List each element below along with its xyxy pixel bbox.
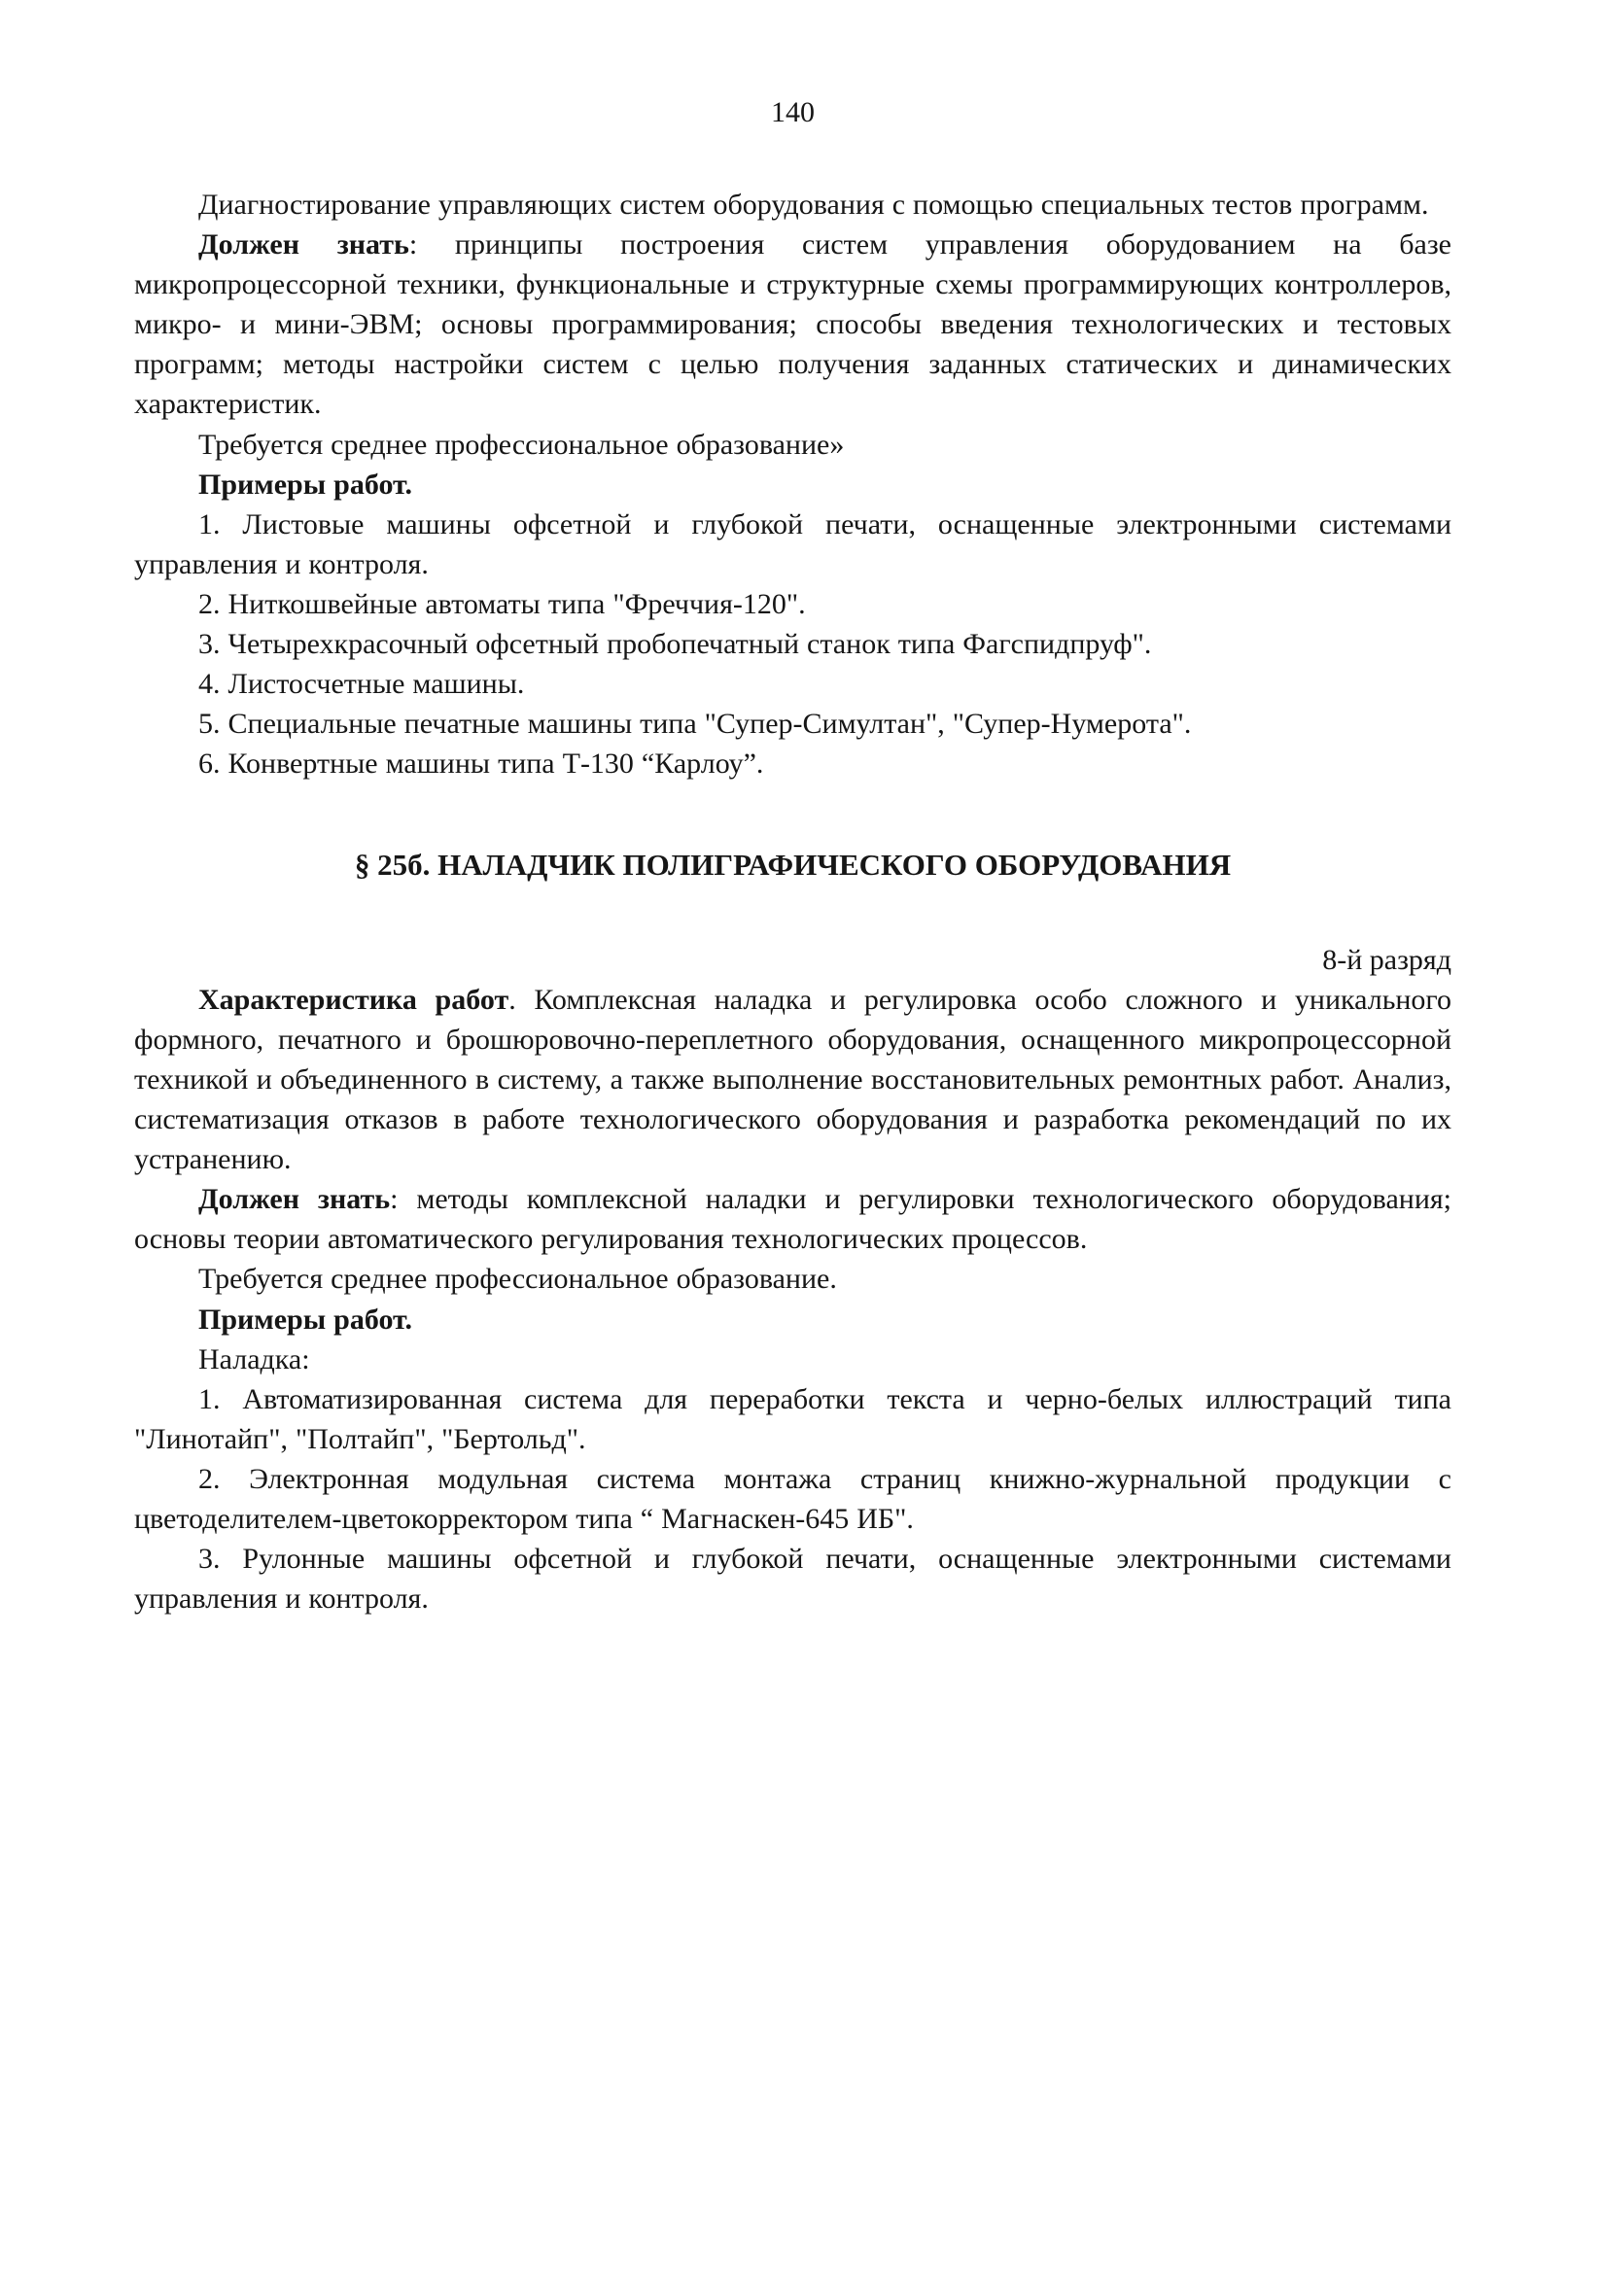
paragraph-education-b: Требуется среднее профессиональное образование.: [198, 1263, 837, 1296]
paragraph-education-a: Требуется среднее профессиональное образование»: [198, 428, 845, 461]
page-number: 140: [771, 96, 815, 128]
examples-label-b: Примеры работ.: [198, 1303, 413, 1336]
grade-label: 8-й разряд: [1322, 943, 1451, 976]
example-item: 2. Ниткошвейные автоматы типа "Фреччия-120".: [198, 587, 806, 620]
characteristics-label: Характеристика работ: [198, 983, 509, 1016]
example-item: 1. Автоматизированная система для переработки текста и черно-белых иллюстраций типа "Линотайп", "Полтайп", "Бертольд".: [134, 1382, 1451, 1455]
example-item: 3. Четырехкрасочный офсетный пробопечатный станок типа Фагспидпруф".: [198, 628, 1152, 661]
paragraph-must-know-b: [134, 1179, 1451, 1259]
example-item: 1. Листовые машины офсетной и глубокой печати, оснащенные электронными системами управления и контроля.: [134, 507, 1451, 580]
section-heading: § 25б. НАЛАДЧИК ПОЛИГРАФИЧЕСКОГО ОБОРУДОВАНИЯ: [354, 848, 1232, 883]
paragraph-characteristics: [134, 980, 1451, 1179]
paragraph-must-know-a: [134, 225, 1451, 424]
example-item: 6. Конвертные машины типа Т-130 “Карлоу”.: [198, 748, 764, 781]
example-item: 5. Специальные печатные машины типа "Супер-Симултан", "Супер-Нумерота".: [198, 708, 1192, 741]
paragraph-diagnostics: Диагностирование управляющих систем оборудования с помощью специальных тестов программ.: [198, 189, 1429, 221]
must-know-text-b: : методы комплексной наладки и регулировки технологического оборудования; основы теории автоматического регулирования технологических процессов.: [134, 1183, 1452, 1256]
must-know-label-a: Должен знать: [198, 228, 409, 261]
must-know-text-a: : принципы построения систем управления оборудованием на базе микропроцессорной техники, функциональные и структурные схемы программирующих контроллеров, микро- и мини-ЭВМ; основы программирования; способы введения технологических и тестовых программ; методы настройки систем с целью получения заданных статических и динамических характеристик.: [134, 228, 1451, 421]
setup-label: Наладка:: [198, 1342, 310, 1375]
example-item: 2. Электронная модульная система монтажа страниц книжно-журнальной продукции с цветоделителем-цветокорректором типа “ Магнаскен-645 ИБ".: [134, 1462, 1451, 1536]
example-item: 3. Рулонные машины офсетной и глубокой печати, оснащенные электронными системами управления и контроля.: [134, 1543, 1451, 1616]
must-know-label-b: Должен знать: [198, 1183, 391, 1216]
example-item: 4. Листосчетные машины.: [198, 668, 525, 701]
characteristics-text: . Комплексная наладка и регулировка особо сложного и уникального формного, печатного и брошюровочно-переплетного оборудования, оснащенного микропроцессорной техникой и объединенного в систему, а также выполнение восстановительных ремонтных работ. Анализ, систематизация отказов в работе технологического оборудования и разработка рекомендаций по их устранению.: [134, 983, 1451, 1176]
examples-label-a: Примеры работ.: [198, 468, 413, 501]
